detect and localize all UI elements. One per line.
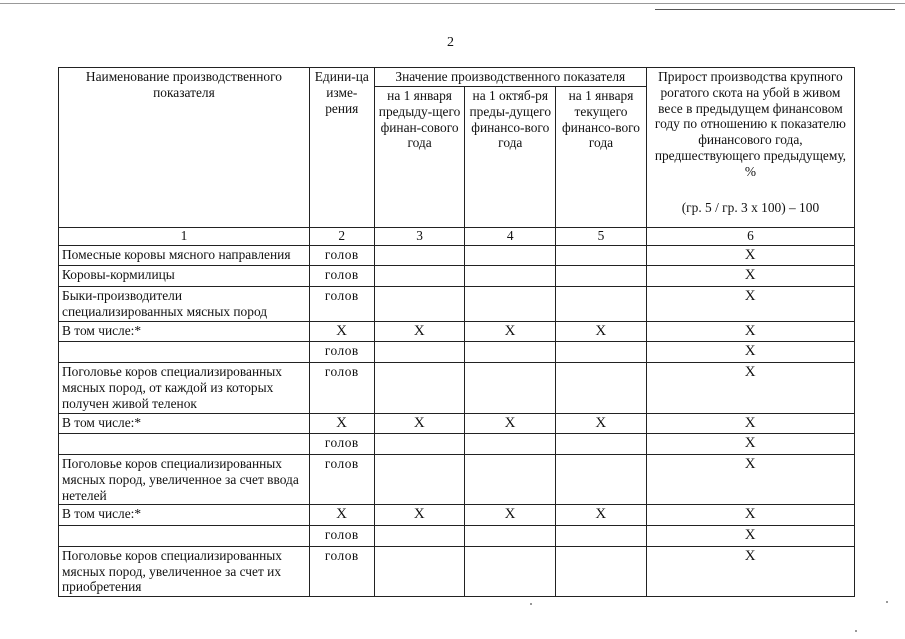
value-cell-c3: [374, 546, 465, 596]
value-cell-c4: [465, 434, 556, 455]
header-jan-prev: на 1 января предыду-щего финан-сового года: [374, 87, 465, 228]
unit-cell: голов: [309, 266, 374, 287]
col-number: 5: [556, 228, 647, 246]
value-cell-c4: Х: [465, 321, 556, 342]
value-cell-c5: [556, 363, 647, 413]
value-cell-c5: Х: [556, 413, 647, 434]
value-cell-c6: Х: [646, 413, 854, 434]
value-cell-c6: Х: [646, 526, 854, 547]
scan-speck: [886, 601, 888, 603]
value-cell-c4: [465, 454, 556, 504]
unit-cell: голов: [309, 342, 374, 363]
unit-cell: Х: [309, 321, 374, 342]
col-number: 2: [309, 228, 374, 246]
unit-cell: голов: [309, 287, 374, 322]
value-cell-c6: Х: [646, 245, 854, 266]
unit-cell: голов: [309, 526, 374, 547]
indicator-name-cell: Быки-производители специализированных мясных пород: [59, 287, 310, 322]
table-row: [59, 266, 855, 287]
indicator-name-cell: Поголовье коров специализированных мясных пород, увеличенное за счет их приобретения: [59, 546, 310, 596]
header-oct-prev: на 1 октяб-ря преды-дущего финансо-вого года: [465, 87, 556, 228]
value-cell-c3: [374, 454, 465, 504]
indicator-name-cell: В том числе:*: [59, 505, 310, 526]
scan-edge-line: [0, 3, 905, 4]
unit-cell: Х: [309, 413, 374, 434]
unit-cell: голов: [309, 434, 374, 455]
value-cell-c3: Х: [374, 413, 465, 434]
col-number: 6: [646, 228, 854, 246]
indicator-name-cell: [59, 526, 310, 547]
value-cell-c4: [465, 266, 556, 287]
header-growth-formula: (гр. 5 / гр. 3 х 100) – 100: [681, 199, 820, 215]
header-indicator-name: Наименование производственного показателя: [59, 68, 310, 228]
value-cell-c4: Х: [465, 413, 556, 434]
page-number: 2: [447, 35, 454, 50]
indicator-name-cell: В том числе:*: [59, 413, 310, 434]
value-cell-c5: [556, 434, 647, 455]
value-cell-c6: Х: [646, 546, 854, 596]
table-row: [59, 245, 855, 266]
value-cell-c6: Х: [646, 342, 854, 363]
value-cell-c6: Х: [646, 321, 854, 342]
table-row: [59, 526, 855, 547]
header-growth: [646, 68, 854, 228]
table-row: [59, 454, 855, 504]
value-cell-c3: [374, 266, 465, 287]
top-rule: [655, 9, 895, 10]
value-cell-c6: Х: [646, 266, 854, 287]
value-cell-c3: [374, 287, 465, 322]
table-row: [59, 434, 855, 455]
value-cell-c3: [374, 434, 465, 455]
unit-cell: голов: [309, 245, 374, 266]
indicator-name-cell: Помесные коровы мясного направления: [59, 245, 310, 266]
value-cell-c3: [374, 342, 465, 363]
value-cell-c4: [465, 526, 556, 547]
value-cell-c6: Х: [646, 434, 854, 455]
unit-cell: Х: [309, 505, 374, 526]
value-cell-c3: [374, 245, 465, 266]
column-number-row: [59, 228, 855, 246]
table-row: [59, 363, 855, 413]
value-cell-c5: [556, 526, 647, 547]
value-cell-c6: Х: [646, 454, 854, 504]
header-value-group: Значение производственного показателя: [374, 68, 646, 87]
header-unit: Едини-ца изме-рения: [309, 68, 374, 228]
unit-cell: голов: [309, 454, 374, 504]
header-jan-curr: на 1 января текущего финансо-вого года: [556, 87, 647, 228]
scan-speck: [530, 603, 532, 605]
value-cell-c4: [465, 287, 556, 322]
value-cell-c4: [465, 342, 556, 363]
value-cell-c5: Х: [556, 505, 647, 526]
value-cell-c5: [556, 287, 647, 322]
value-cell-c3: Х: [374, 321, 465, 342]
value-cell-c4: [465, 245, 556, 266]
indicator-name-cell: Коровы-кормилицы: [59, 266, 310, 287]
indicator-name-cell: Поголовье коров специализированных мясных пород, от каждой из которых получен живой теленок: [59, 363, 310, 413]
value-cell-c5: [556, 266, 647, 287]
value-cell-c3: Х: [374, 505, 465, 526]
scan-speck: [855, 630, 857, 632]
value-cell-c4: [465, 546, 556, 596]
value-cell-c3: [374, 526, 465, 547]
col-number: 1: [59, 228, 310, 246]
indicator-table: [58, 67, 855, 597]
indicator-name-cell: В том числе:*: [59, 321, 310, 342]
col-number: 3: [374, 228, 465, 246]
unit-cell: голов: [309, 546, 374, 596]
value-cell-c5: [556, 342, 647, 363]
table-row: [59, 546, 855, 596]
value-cell-c6: Х: [646, 287, 854, 322]
indicator-name-cell: Поголовье коров специализированных мясных пород, увеличенное за счет ввода нетелей: [59, 454, 310, 504]
col-number: 4: [465, 228, 556, 246]
table-row: [59, 287, 855, 322]
table-row: [59, 413, 855, 434]
value-cell-c5: Х: [556, 321, 647, 342]
unit-cell: голов: [309, 363, 374, 413]
indicator-name-cell: [59, 434, 310, 455]
indicator-name-cell: [59, 342, 310, 363]
value-cell-c4: Х: [465, 505, 556, 526]
header-growth-text: Прирост производства крупного рогатого скота на убой в живом весе в предыдущем финансовом году по отношению к показателю финансового года, предшествующего предыдущему, %: [654, 69, 847, 179]
value-cell-c5: [556, 454, 647, 504]
value-cell-c6: Х: [646, 363, 854, 413]
value-cell-c4: [465, 363, 556, 413]
table-row: [59, 505, 855, 526]
value-cell-c3: [374, 363, 465, 413]
table-row: [59, 321, 855, 342]
value-cell-c5: [556, 546, 647, 596]
value-cell-c5: [556, 245, 647, 266]
value-cell-c6: Х: [646, 505, 854, 526]
table-row: [59, 342, 855, 363]
